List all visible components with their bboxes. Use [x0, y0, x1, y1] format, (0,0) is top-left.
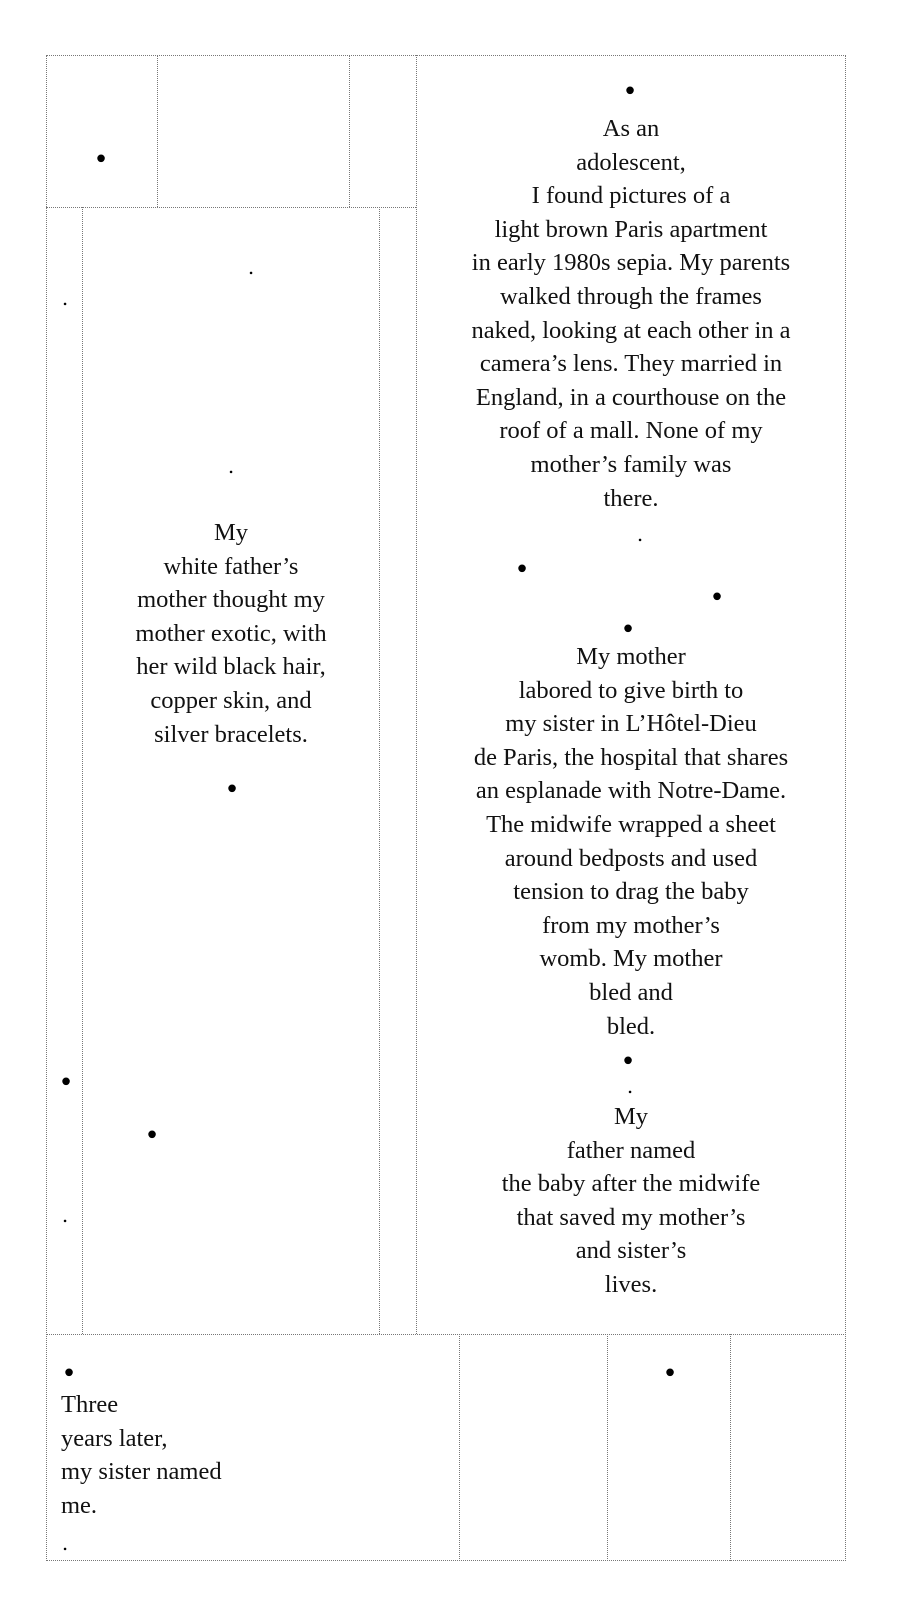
grid-line-top-left-row: [46, 207, 416, 208]
period-bottom-left: .: [61, 1531, 69, 1555]
bullet-right-d: •: [620, 1047, 636, 1077]
bullet-right-a: •: [514, 555, 530, 585]
grid-line-left-a: [82, 207, 83, 1334]
bullet-right-c: •: [620, 615, 636, 645]
stanza-birth: My mother labored to give birth to my sister in L’Hôtel-Dieu de Paris, the hospital that shares an esplanade with Notre-Dame. The midwife wrapped a sheet around bedposts and used tension to drag the baby from my mother’s womb. My mother bled and bled.: [473, 643, 789, 1040]
bullet-left-b: •: [58, 1068, 74, 1098]
bullet-mid: •: [224, 775, 240, 805]
stanza-adolescent: As an adolescent, I found pictures of a light brown Paris apartment in early 1980s sepia. My parents walked through the frames naked, looking at each other in a camera’s lens. They married in England, in a courthouse on the roof of a mall. None of my mother’s family was there.: [471, 115, 791, 512]
period-mid-a: .: [247, 255, 255, 279]
grid-line-bottom-b: [607, 1334, 608, 1561]
grid-line-left-b: [379, 207, 380, 1334]
bullet-bottom-left: •: [61, 1359, 77, 1389]
stanza-named: My father named the baby after the midwife that saved my mother’s and sister’s lives.: [501, 1103, 761, 1298]
grid-line-top-a: [157, 55, 158, 207]
bullet-right-b: •: [709, 583, 725, 613]
period-right-a: .: [636, 522, 644, 546]
stanza-three-years: Three years later, my sister named me.: [61, 1391, 222, 1519]
bullet-top-right: •: [622, 77, 638, 107]
grid-line-bottom-c: [730, 1334, 731, 1561]
grid-line-top-b: [349, 55, 350, 207]
stanza-grandmother: My white father’s mother thought my mother exotic, with her wild black hair, copper skin, and silver bracelets.: [135, 519, 327, 748]
period-mid-b: .: [227, 454, 235, 478]
bullet-top-left: •: [93, 145, 109, 175]
period-right-b: .: [626, 1074, 634, 1098]
grid-line-bottom-row: [46, 1334, 846, 1335]
period-left-a: .: [61, 286, 69, 310]
grid-line-bottom-a: [459, 1334, 460, 1561]
grid-line-main-divider: [416, 55, 417, 1334]
bullet-bottom-right: •: [662, 1359, 678, 1389]
bullet-mid-b: •: [144, 1121, 160, 1151]
period-left-c: .: [61, 1203, 69, 1227]
